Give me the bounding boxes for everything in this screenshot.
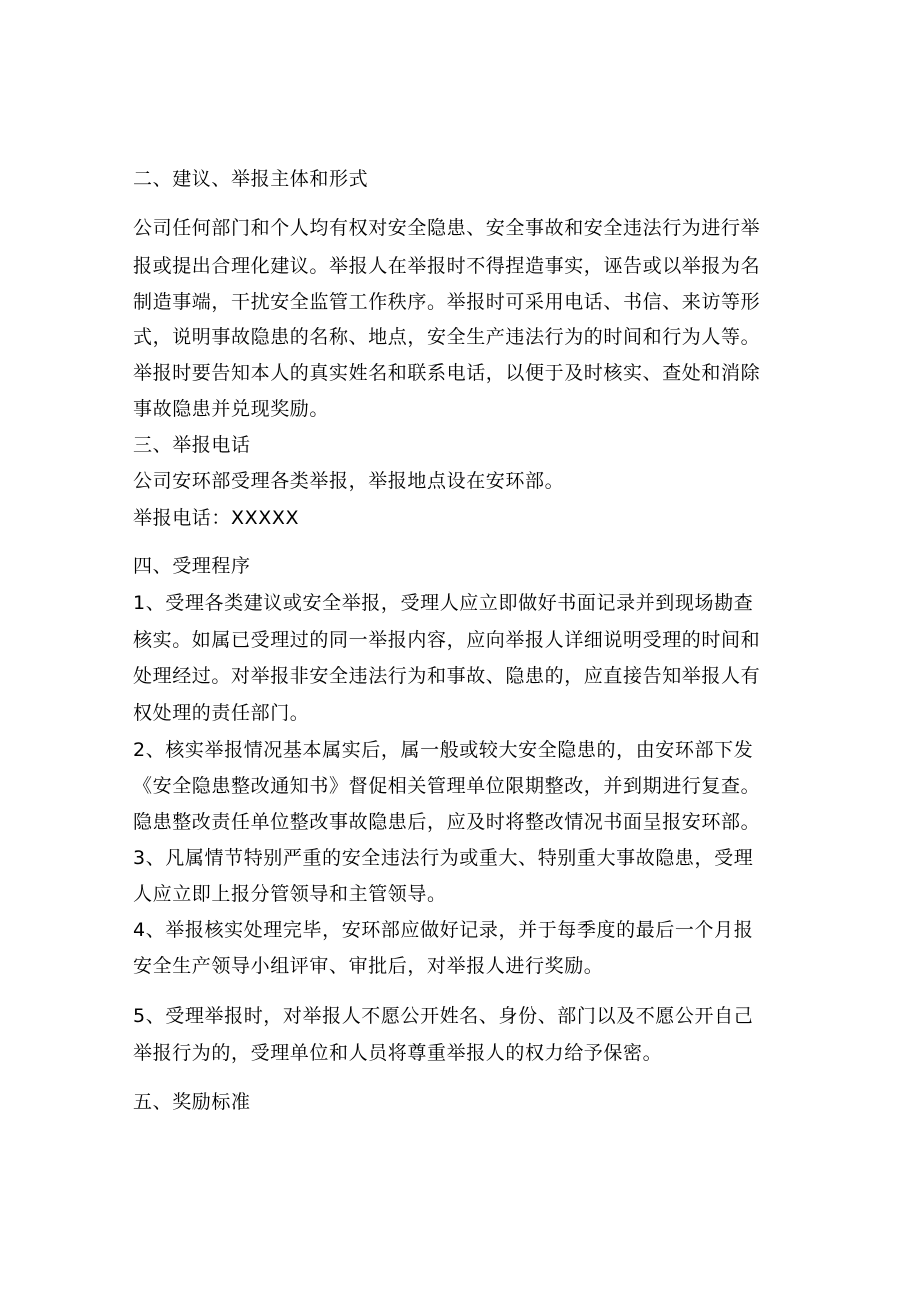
item-2-line-1: 2、核实举报情况基本属实后，属一般或较大安全隐患的，由安环部下发: [133, 739, 754, 761]
section-2-heading: 二、建议、举报主体和形式: [133, 168, 369, 190]
section-2-line-4: 式，说明事故隐患的名称、地点，安全生产违法行为的时间和行为人等。: [133, 326, 761, 348]
item-1-line-3: 处理经过。对举报非安全违法行为和事故、隐患的，应直接告知举报人有: [133, 665, 761, 687]
item-5-line-2: 举报行为的，受理单位和人员将尊重举报人的权力给予保密。: [133, 1042, 663, 1064]
item-2-line-3: 隐患整改责任单位整改事故隐患后，应及时将整改情况书面呈报安环部。: [133, 811, 761, 833]
section-2-line-6: 事故隐患并兑现奖励。: [133, 398, 330, 420]
section-5-heading: 五、奖励标准: [133, 1091, 251, 1113]
section-2-line-1: 公司任何部门和个人均有权对安全隐患、安全事故和安全违法行为进行举: [133, 217, 761, 239]
item-4-line-1: 4、举报核实处理完毕，安环部应做好记录，并于每季度的最后一个月报: [133, 919, 754, 941]
section-3-phone-line: 举报电话：XXXXX: [133, 507, 300, 529]
section-2-line-5: 举报时要告知本人的真实姓名和联系电话，以便于及时核实、查处和消除: [133, 362, 761, 384]
item-1-line-2: 核实。如属已受理过的同一举报内容，应向举报人详细说明受理的时间和: [133, 629, 761, 651]
section-3-line-1: 公司安环部受理各类举报，举报地点设在安环部。: [133, 470, 565, 492]
section-4-heading: 四、受理程序: [133, 555, 251, 577]
section-3-heading: 三、举报电话: [133, 434, 251, 456]
section-2-line-2: 报或提出合理化建议。举报人在举报时不得捏造事实，诬告或以举报为名: [133, 255, 761, 277]
section-2-line-3: 制造事端，干扰安全监管工作秩序。举报时可采用电话、书信、来访等形: [133, 291, 761, 313]
item-1-line-1: 1、受理各类建议或安全举报，受理人应立即做好书面记录并到现场勘查: [133, 592, 754, 614]
item-5-line-1: 5、受理举报时，对举报人不愿公开姓名、身份、部门以及不愿公开自己: [133, 1005, 754, 1027]
item-4-line-2: 安全生产领导小组评审、审批后，对举报人进行奖励。: [133, 955, 604, 977]
item-3-line-2: 人应立即上报分管领导和主管领导。: [133, 883, 447, 905]
item-2-line-2: 《安全隐患整改通知书》督促相关管理单位限期整改，并到期进行复查。: [133, 775, 761, 797]
item-1-line-4: 权处理的责任部门。: [133, 702, 310, 724]
item-3-line-1: 3、凡属情节特别严重的安全违法行为或重大、特别重大事故隐患，受理: [133, 847, 754, 869]
